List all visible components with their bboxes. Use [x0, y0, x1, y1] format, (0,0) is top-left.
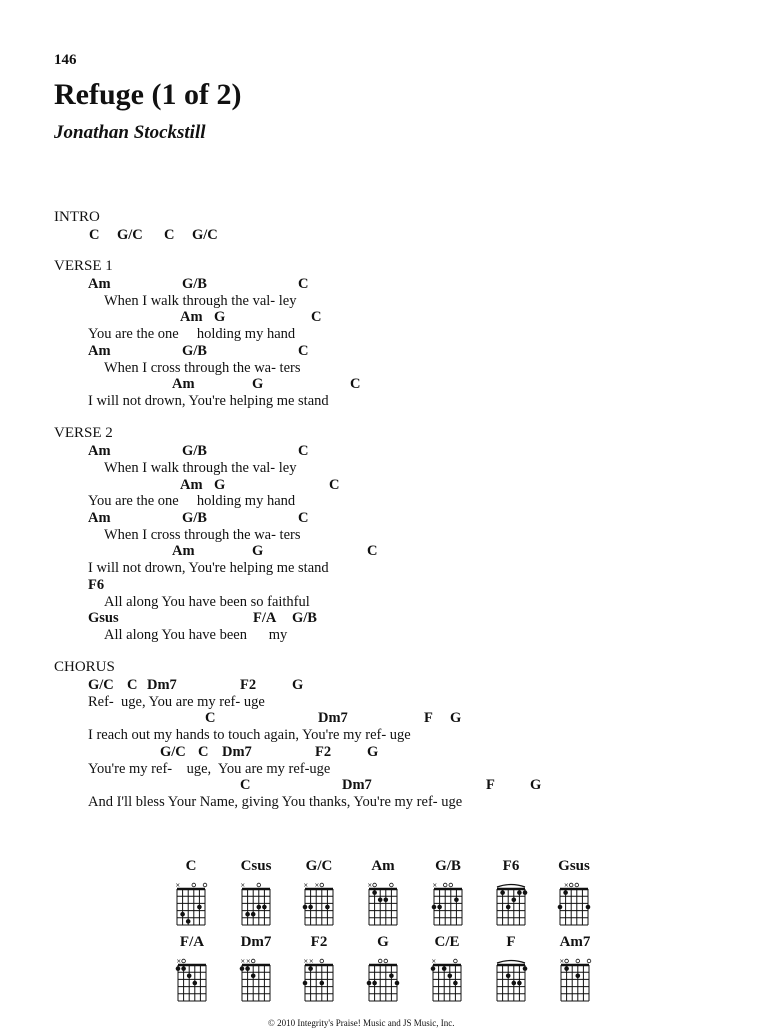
- chord-symbol: C: [298, 510, 309, 526]
- chord-diagram-name: G: [377, 934, 389, 950]
- chord-symbol: Dm7: [342, 777, 372, 793]
- copyright-footer: © 2010 Integrity's Praise! Music and JS Music, Inc.: [268, 1018, 455, 1028]
- chord-symbol: C: [127, 677, 138, 693]
- chord-symbol: C: [205, 710, 216, 726]
- lyric-line: When I cross through the wa- ters: [104, 527, 301, 543]
- chord-diagram-f6: [492, 879, 530, 929]
- chord-symbol: C: [311, 309, 322, 325]
- chord-symbol: C: [329, 477, 340, 493]
- lyric-line: All along You have been my: [104, 627, 288, 643]
- svg-text:×: ×: [176, 958, 182, 965]
- chord-symbol: F/A: [253, 610, 277, 626]
- lyric-line: And I'll bless Your Name, giving You thanks, You're my ref- uge: [88, 794, 463, 810]
- svg-text:×: ×: [303, 882, 309, 889]
- chord-symbol: G: [214, 477, 226, 493]
- chord-symbol: F2: [240, 677, 257, 693]
- chord-diagram-g-c: [300, 879, 338, 929]
- chord-symbol: G/C: [88, 677, 114, 693]
- chord-symbol: Am: [88, 510, 111, 526]
- chord-symbol: F2: [315, 744, 332, 760]
- song-title: Refuge (1 of 2): [54, 78, 242, 111]
- svg-text:×: ×: [431, 958, 437, 965]
- chord-symbol: G/C: [192, 227, 218, 243]
- chord-symbol: C: [367, 543, 378, 559]
- chord-symbol: G: [367, 744, 379, 760]
- chord-symbol: G: [252, 376, 264, 392]
- chord-diagram-name: F2: [310, 934, 328, 950]
- chord-symbol: Am: [180, 477, 203, 493]
- chord-diagram-name: Gsus: [558, 858, 590, 874]
- svg-text:×: ×: [367, 882, 373, 889]
- section-chorus-label: CHORUS: [54, 659, 115, 675]
- chord-symbol: C: [350, 376, 361, 392]
- chord-diagram-am7: [556, 955, 594, 1005]
- chord-diagram-name: Csus: [240, 858, 272, 874]
- svg-text:×: ×: [303, 958, 309, 965]
- svg-text:×: ×: [175, 882, 181, 889]
- lyric-line: When I cross through the wa- ters: [104, 360, 301, 376]
- chord-symbol: C: [89, 227, 100, 243]
- chord-symbol: C: [240, 777, 251, 793]
- chord-symbol: G/C: [160, 744, 186, 760]
- chord-diagram-f: [492, 955, 530, 1005]
- chord-symbol: Am: [172, 376, 195, 392]
- chord-diagram-name: G/C: [305, 858, 333, 874]
- lyric-line: When I walk through the val- ley: [104, 293, 297, 309]
- svg-text:×: ×: [240, 882, 246, 889]
- chord-symbol: Gsus: [88, 610, 119, 626]
- svg-text:×: ×: [314, 882, 320, 889]
- chord-symbol: Am: [88, 443, 111, 459]
- chord-diagram-gsus: [555, 879, 593, 929]
- chord-diagram-f2: [300, 955, 338, 1005]
- chord-diagram-g-b: [429, 879, 467, 929]
- chord-diagram-name: Dm7: [240, 934, 272, 950]
- chord-symbol: C: [298, 343, 309, 359]
- lyric-line: You are the one holding my hand: [88, 326, 296, 342]
- lyric-line: I will not drown, You're helping me stand: [88, 560, 329, 576]
- chord-diagram-name: C: [185, 858, 197, 874]
- chord-symbol: Dm7: [318, 710, 348, 726]
- section-intro-label: INTRO: [54, 209, 100, 225]
- chord-diagram-f-a: [173, 955, 211, 1005]
- chord-diagram-csus: [237, 879, 275, 929]
- lyric-line: I reach out my hands to touch again, You're my ref- uge: [88, 727, 411, 743]
- chord-symbol: C: [298, 276, 309, 292]
- chord-diagram-name: F/A: [179, 934, 205, 950]
- chord-symbol: G/B: [182, 276, 207, 292]
- chord-symbol: G/B: [292, 610, 317, 626]
- chord-symbol: G/B: [182, 443, 207, 459]
- chord-diagram-name: Am7: [559, 934, 591, 950]
- chord-symbol: Am: [88, 276, 111, 292]
- lyric-line: You are the one holding my hand: [88, 493, 296, 509]
- chord-symbol: G/C: [117, 227, 143, 243]
- svg-text:×: ×: [245, 958, 251, 965]
- svg-text:×: ×: [559, 958, 565, 965]
- chord-symbol: Am: [172, 543, 195, 559]
- chord-symbol: F: [424, 710, 433, 726]
- chord-symbol: C: [164, 227, 175, 243]
- chord-symbol: Dm7: [222, 744, 252, 760]
- chord-diagram-am: [364, 879, 402, 929]
- chord-symbol: F6: [88, 577, 105, 593]
- chord-diagram-name: G/B: [435, 858, 461, 874]
- chord-diagram-name: F6: [502, 858, 520, 874]
- chord-symbol: G: [252, 543, 264, 559]
- svg-text:×: ×: [563, 882, 569, 889]
- chord-diagram-c: [172, 879, 210, 929]
- chord-diagram-name: F: [506, 934, 516, 950]
- chord-diagram-name: Am: [371, 858, 395, 874]
- chord-symbol: Am: [180, 309, 203, 325]
- chord-symbol: G: [450, 710, 462, 726]
- chord-diagram-g: [364, 955, 402, 1005]
- chord-symbol: Dm7: [147, 677, 177, 693]
- chord-symbol: G: [530, 777, 542, 793]
- chord-symbol: G/B: [182, 510, 207, 526]
- song-artist: Jonathan Stockstill: [54, 122, 206, 143]
- page-number: 146: [54, 52, 77, 68]
- chord-symbol: G/B: [182, 343, 207, 359]
- chord-diagram-dm7: [237, 955, 275, 1005]
- svg-text:×: ×: [432, 882, 438, 889]
- chord-symbol: C: [298, 443, 309, 459]
- chord-diagram-c-e: [428, 955, 466, 1005]
- section-verse2-label: VERSE 2: [54, 425, 113, 441]
- chord-symbol: F: [486, 777, 495, 793]
- lyric-line: Ref- uge, You are my ref- uge: [88, 694, 265, 710]
- lyric-line: All along You have been so faithful: [104, 594, 310, 610]
- chord-symbol: G: [292, 677, 304, 693]
- chord-symbol: Am: [88, 343, 111, 359]
- svg-text:×: ×: [240, 958, 246, 965]
- lyric-line: When I walk through the val- ley: [104, 460, 297, 476]
- chord-diagram-name: C/E: [434, 934, 460, 950]
- lyric-line: You're my ref- uge, You are my ref-uge: [88, 761, 331, 777]
- chord-symbol: G: [214, 309, 226, 325]
- section-verse1-label: VERSE 1: [54, 258, 113, 274]
- svg-text:×: ×: [308, 958, 314, 965]
- lyric-line: I will not drown, You're helping me stand: [88, 393, 329, 409]
- chord-symbol: C: [198, 744, 209, 760]
